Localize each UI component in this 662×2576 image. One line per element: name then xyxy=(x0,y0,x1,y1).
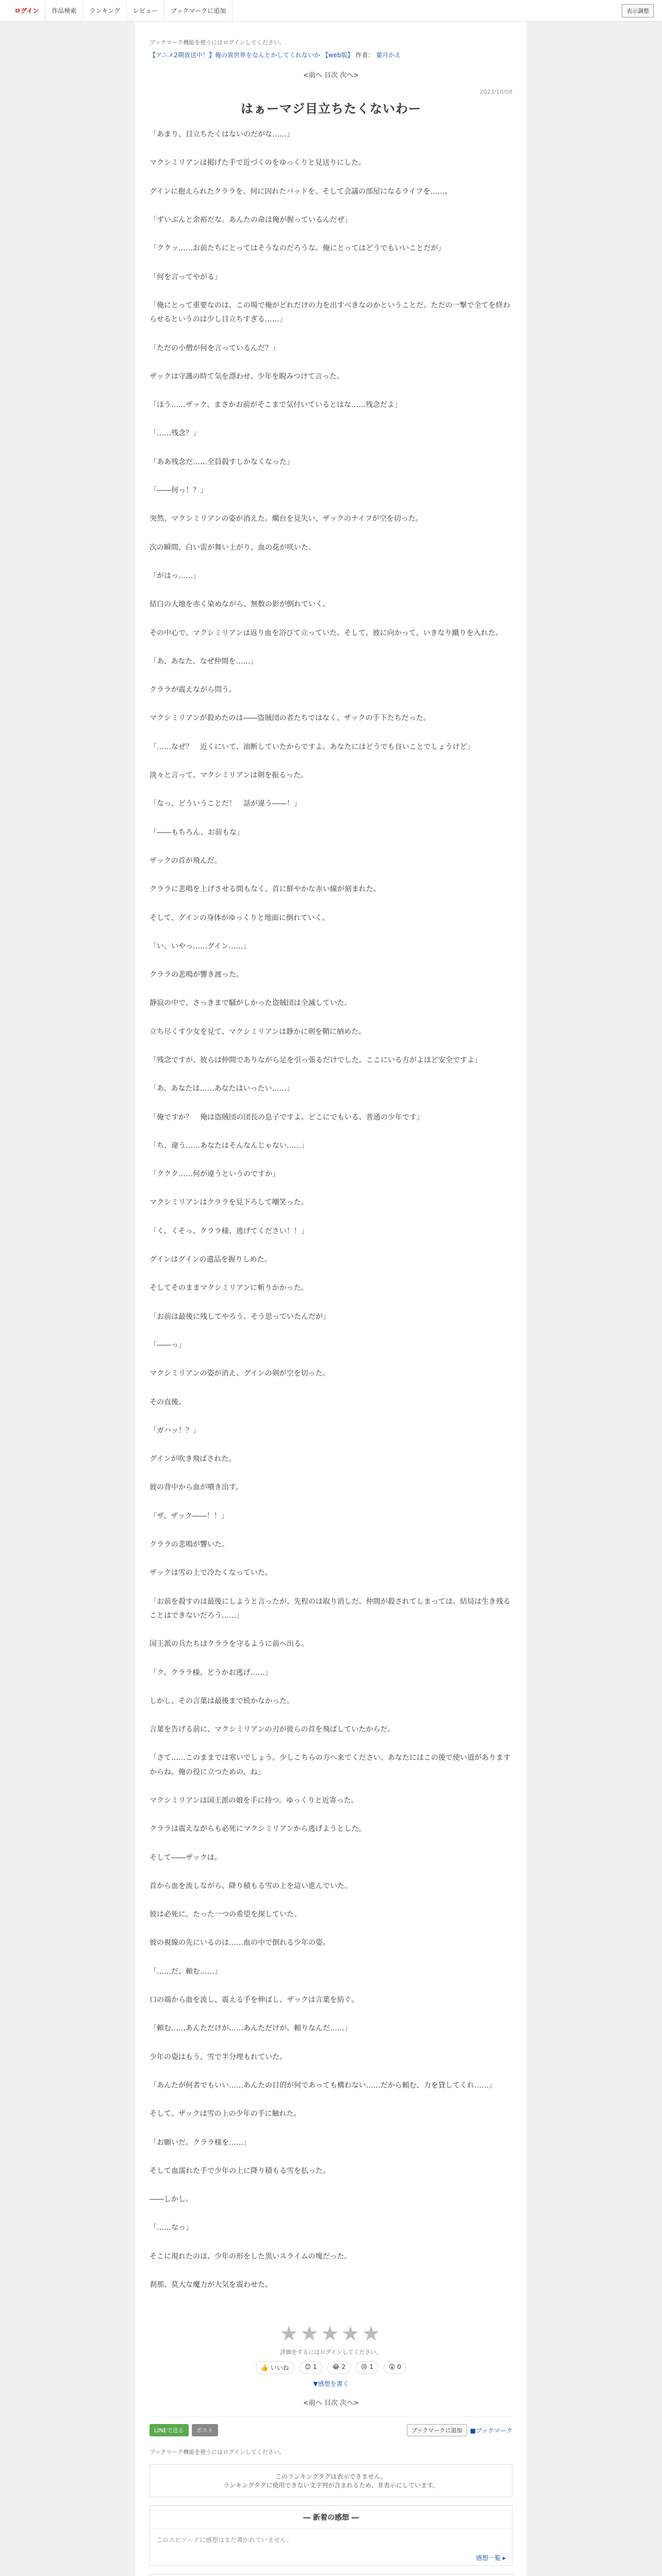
bookmark-login-notice: ブックマーク機能を使うにはログインしてください。 xyxy=(150,39,285,46)
body-paragraph: 「ほう……ザック、まさかお前がそこまで気付いているとはな……残念だよ」 xyxy=(150,401,402,410)
author-label: 作者： xyxy=(355,52,374,59)
body-paragraph: 「俺ですか？ 俺は盗賊団の団長の息子ですよ。どこにでもいる、普通の少年です」 xyxy=(150,1113,424,1122)
body-paragraph: クララが震えながら問う。 xyxy=(150,686,236,694)
paragraph-gap xyxy=(150,612,512,626)
share-action-bar xyxy=(150,2416,512,2444)
body-paragraph: 「さて……このままでは寒いでしょう。少しこちらの方へ来てください。あなたにはこの後で使い道がありますからね。俺の役に立つための、ね」 xyxy=(150,1754,510,1776)
body-paragraph: そこに現れたのは、少年の形をした黒いスライムの塊だった。 xyxy=(150,2252,352,2261)
add-bookmark-button[interactable]: ブックマークに追加 xyxy=(407,2424,467,2436)
reaction-button[interactable]: 👍 いいね xyxy=(256,2361,294,2374)
paragraph-gap xyxy=(150,2150,512,2164)
body-paragraph: 「お願いだ。クララ様を……」 xyxy=(150,2138,251,2147)
paragraph-gap xyxy=(150,1623,512,1637)
body-paragraph: 言葉を告げる前に、マクシミリアンの刃が彼らの首を飛ばしていたからだ。 xyxy=(150,1725,395,1734)
paragraph-gap xyxy=(150,1381,512,1396)
body-paragraph: そして、ザックは雪の上の少年の手に触れた。 xyxy=(150,2110,301,2119)
paragraph-gap xyxy=(150,783,512,797)
body-paragraph: 「……残念？」 xyxy=(150,429,200,438)
body-paragraph: 次の瞬間、白い雷が舞い上がり、血の花が咲いた。 xyxy=(150,543,316,552)
paragraph-gap xyxy=(150,2093,512,2107)
body-paragraph: そして――ザックは。 xyxy=(150,1853,222,1862)
body-paragraph: 突然、マクシミリアンの姿が消えた。燭台を見失い、ザックのナイフが空を切った。 xyxy=(150,515,423,523)
paragraph-gap xyxy=(150,171,512,185)
bookmark-login-notice-bottom: ブックマーク機能を使うにはログインしてください。 xyxy=(150,2449,285,2456)
body-paragraph: ザックは守護の時て気を漂わせ、少年を睨みつけて言った。 xyxy=(150,372,344,381)
paragraph-gap xyxy=(150,868,512,883)
body-paragraph: 「ククク……何が違うというのですか」 xyxy=(150,1170,279,1179)
body-paragraph: グインはグインの遺品を握りしめた。 xyxy=(150,1256,272,1264)
new-reviews-body: このエピソードに感想はまだ書かれていません。 xyxy=(150,2529,512,2550)
body-paragraph: 刹那、莫大な魔力が大気を震わせた。 xyxy=(150,2281,272,2290)
paragraph-gap xyxy=(150,2292,512,2307)
body-paragraph: 口の端から血を流し、震える手を伸ばし、ザックは言葉を紡ぐ。 xyxy=(150,1996,359,2005)
paragraph-gap xyxy=(150,1708,512,1723)
paragraph-gap xyxy=(150,142,512,156)
body-paragraph: ――しかし。 xyxy=(150,2195,193,2204)
body-paragraph: ザックは雪の上で冷たくなっていた。 xyxy=(150,1569,272,1578)
body-paragraph: 「がはっ……」 xyxy=(150,571,200,580)
body-paragraph: マクシミリアンは掲げた手で近づくのをゆっくりと見送りにした。 xyxy=(150,159,366,167)
body-paragraph: 「あ、あなたは……あなたはいったい……」 xyxy=(150,1084,294,1093)
body-paragraph: 結白の大地を赤く染めながら、無数の影が倒れていく。 xyxy=(150,600,330,609)
body-paragraph: 「――もちろん、お前もな」 xyxy=(150,828,244,837)
body-paragraph: クララは震えながらも必死にマクシミリアンから逃げようとした。 xyxy=(150,1825,366,1834)
body-paragraph: 「俺にとって重要なのは、この場で俺がどれだけの力を出すべきなのかということだ。ただの一撃で全てを終わらせるというのは少し目立ちすぎる……」 xyxy=(150,301,510,324)
paragraph-gap xyxy=(150,1495,512,1510)
body-paragraph: 「ククッ……お前たちにとってはそうなのだろうな。俺にとってはどうでもいいことだが」 xyxy=(150,244,445,253)
paragraph-gap xyxy=(150,1737,512,1751)
body-paragraph: 彼の背中から血が噴き出す。 xyxy=(150,1483,243,1492)
paragraph-gap xyxy=(150,1410,512,1424)
body-paragraph: グインが吹き飛ばされた。 xyxy=(150,1455,236,1464)
paragraph-gap xyxy=(150,1267,512,1281)
paragraph-gap xyxy=(150,1239,512,1253)
paragraph-gap xyxy=(150,2036,512,2050)
paragraph-gap xyxy=(150,811,512,826)
paragraph-gap xyxy=(150,754,512,769)
body-paragraph: グインに抱えられたクララを、何に囚れたバッドを、そして会議の部屋になるライフを……。 xyxy=(150,187,452,196)
body-paragraph: 「ただの小僧が何を言っているんだ？」 xyxy=(150,344,279,352)
body-paragraph: 「ずいぶんと余裕だな。あんたの命は俺が握っているんだぜ」 xyxy=(150,216,352,225)
paragraph-gap xyxy=(150,327,512,342)
paragraph-gap xyxy=(150,2235,512,2250)
chapter-pager-bottom[interactable]: <前へ 目次 次へ> xyxy=(303,2399,359,2408)
paragraph-gap xyxy=(150,355,512,370)
paragraph-gap xyxy=(150,840,512,854)
paragraph-gap xyxy=(150,1808,512,1822)
paragraph-gap xyxy=(150,384,512,398)
paragraph-gap xyxy=(150,555,512,569)
chapter-pager-top[interactable]: <前へ 目次 次へ> xyxy=(303,72,359,80)
paragraph-gap xyxy=(150,954,512,968)
episode-title: はぁーマジ目立ちたくないわー xyxy=(241,101,421,116)
body-paragraph: 「……だ、頼む……」 xyxy=(150,1967,222,1976)
body-paragraph: ザックの首が飛んだ。 xyxy=(150,856,222,865)
novel-body xyxy=(150,128,512,2307)
paragraph-gap xyxy=(150,1067,512,1082)
body-paragraph: 「あまり、目立ちたくはないのだがな……」 xyxy=(150,130,294,139)
body-paragraph: マクシミリアンが殺めたのは――盗賊団の者たちではなく、ザックの手下たちだった。 xyxy=(150,714,431,723)
body-paragraph: マクシミリアンの姿が消え、グインの剣が空を切った。 xyxy=(150,1369,330,1378)
paragraph-gap xyxy=(150,1438,512,1452)
ranking-line-2: ランキングタグに使用できない文字列が含まれるため、非表示にしています。 xyxy=(223,2482,439,2489)
ranking-line-1: このランキングタグは表示できません。 xyxy=(275,2473,387,2481)
rating-login-note: 評価をするにはログインしてください。 xyxy=(280,2349,382,2356)
post-date: 2023/10/08 xyxy=(479,89,512,96)
body-paragraph: 「ザ、ザック――！！」 xyxy=(150,1512,228,1520)
body-paragraph: クララの悲鳴が響き渡った。 xyxy=(150,971,243,979)
reaction-button[interactable]: 😮 0 xyxy=(384,2361,406,2374)
line-share-button[interactable]: LINEで送る xyxy=(150,2424,189,2436)
body-paragraph: 国王派の兵たちはクララを守るように前へ出る。 xyxy=(150,1640,308,1649)
paragraph-gap xyxy=(150,1893,512,1908)
body-paragraph: 「い、いやっ……グイン……」 xyxy=(150,942,251,951)
body-paragraph: 彼は必死に、たった一つの希望を探していた。 xyxy=(150,1910,301,1919)
ranking-tag-box xyxy=(150,2464,512,2497)
body-paragraph: 「く、くそっ、クララ様、逃げてください！！」 xyxy=(150,1227,308,1235)
body-paragraph: 静寂の中で、さっきまで騒がしかった盗賊団は全滅していた。 xyxy=(150,999,352,1008)
paragraph-gap xyxy=(150,2264,512,2278)
paragraph-gap xyxy=(150,726,512,740)
paragraph-gap xyxy=(150,1210,512,1225)
reaction-button[interactable]: 😂 2 xyxy=(327,2361,351,2374)
paragraph-gap xyxy=(150,1466,512,1481)
review-link[interactable]: レビュー xyxy=(127,0,164,22)
body-paragraph: マクシミリアンはクララを見下ろして嘲笑った。 xyxy=(150,1198,308,1207)
paragraph-gap xyxy=(150,1581,512,1595)
paragraph-gap xyxy=(150,1324,512,1338)
rating-section xyxy=(150,2322,512,2388)
paragraph-gap xyxy=(150,1552,512,1566)
new-reviews-heading: ― 新着の感想 ― xyxy=(303,2514,359,2522)
body-paragraph: 「お前を殺すのは最後にしようと言ったが、先程のは取り消しだ。仲間が殺されてしまっては、結局は生き残ることはできないだろう……」 xyxy=(150,1597,510,1620)
body-paragraph: その中心で、マクシミリアンは返り血を浴びて立っていた。そして、彼に向かって、いきなり蹴りを入れた。 xyxy=(150,629,503,637)
paragraph-gap xyxy=(150,897,512,911)
paragraph-gap xyxy=(150,2178,512,2193)
paragraph-gap xyxy=(150,1837,512,1851)
paragraph-gap xyxy=(150,1125,512,1139)
body-paragraph: 「――っ」 xyxy=(150,1341,186,1349)
body-paragraph: クララの悲鳴が響いた。 xyxy=(150,1540,229,1549)
bookmark-link[interactable]: ■ブックマーク xyxy=(470,2427,512,2434)
login-link[interactable]: ログイン xyxy=(8,0,45,22)
add-bookmark-link[interactable]: ブックマークに追加 xyxy=(164,0,233,22)
paragraph-gap xyxy=(150,1652,512,1666)
body-paragraph: 「なっ、どういうことだ！ 話が違う――！」 xyxy=(150,800,301,808)
paragraph-gap xyxy=(150,469,512,484)
body-paragraph: 「……なぜ？ 近くにいて、油断していたからですよ。あなたにはどうでも良いことでしょうけど」 xyxy=(150,742,474,751)
body-paragraph: そして血濡れた手で少年の上に降り積もる雪を払った。 xyxy=(150,2166,330,2175)
body-paragraph: 「頼む……あんただけが……あんただけが、頼りなんだ……」 xyxy=(150,2024,352,2033)
review-list-link[interactable]: 感想一覧 ▸ xyxy=(476,2554,506,2562)
paragraph-gap xyxy=(150,1523,512,1538)
paragraph-gap xyxy=(150,1352,512,1367)
works-search-link[interactable]: 作品検索 xyxy=(45,0,83,22)
new-reviews-box xyxy=(150,2505,512,2566)
paragraph-gap xyxy=(150,1039,512,1054)
paragraph-gap xyxy=(150,1680,512,1694)
paragraph-gap xyxy=(150,256,512,270)
paragraph-gap xyxy=(150,1951,512,1965)
body-paragraph: 「ち、違う……あなたはそんなんじゃない……」 xyxy=(150,1141,308,1150)
paragraph-gap xyxy=(150,2122,512,2136)
paragraph-gap xyxy=(150,2064,512,2079)
paragraph-gap xyxy=(150,441,512,455)
body-paragraph: そして、グインの身体がゆっくりと地面に倒れていく。 xyxy=(150,913,329,922)
paragraph-gap xyxy=(150,527,512,541)
paragraph-gap xyxy=(150,1181,512,1196)
top-navigation xyxy=(0,0,662,22)
post-share-button[interactable]: ポスト xyxy=(192,2424,218,2436)
paragraph-gap xyxy=(150,498,512,512)
body-paragraph: 「残念ですが、彼らは仲間でありながら足を引っ張るだけでした。ここにいる方がよほど安全ですよ」 xyxy=(150,1056,482,1064)
paragraph-gap xyxy=(150,1865,512,1879)
reaction-button[interactable]: 😢 1 xyxy=(356,2361,378,2374)
body-paragraph: 「ああ残念だ……全員殺すしかなくなった」 xyxy=(150,457,294,466)
reaction-button[interactable]: 😊 1 xyxy=(300,2361,322,2374)
body-paragraph: クララに悲鳴を上げさせる間もなく、首に鮮やかな赤い線が刻まれた。 xyxy=(150,885,380,894)
paragraph-gap xyxy=(150,1011,512,1025)
body-paragraph: 「ク、クララ様、どうかお逃げ……」 xyxy=(150,1668,272,1677)
body-paragraph: 彼の視線の先にいるのは……血の中で倒れる少年の姿。 xyxy=(150,1939,330,1947)
series-title-link[interactable]: 【アニメ2期放送中！】俺の異世界をなんとかしてくれないか 【web版】 xyxy=(150,52,354,59)
paragraph-gap xyxy=(150,640,512,655)
series-info xyxy=(150,50,512,60)
body-paragraph: そしてそのままマクシミリアンに斬りかかった。 xyxy=(150,1284,308,1293)
body-paragraph: 「あんたが何者でもいい……あんたの目的が何であっても構わない……だから頼む、力を貸してくれ……」 xyxy=(150,2081,496,2090)
body-paragraph: 立ち尽くす少女を見て、マクシミリアンは静かに剣を鞘に納めた。 xyxy=(150,1027,366,1036)
novel-container xyxy=(135,22,527,2576)
body-paragraph: しかし、その言葉は最後まで続かなかった。 xyxy=(150,1697,294,1705)
body-paragraph: 「あ、あなた、なぜ仲間を……」 xyxy=(150,657,258,666)
paragraph-gap xyxy=(150,227,512,242)
paragraph-gap xyxy=(150,2207,512,2221)
paragraph-gap xyxy=(150,583,512,598)
paragraph-gap xyxy=(150,284,512,299)
nav-links xyxy=(8,0,233,22)
reaction-buttons xyxy=(150,2361,512,2374)
paragraph-gap xyxy=(150,1979,512,1993)
body-paragraph: 首から血を流しながら、降り積もる雪の上を這い進んでいた。 xyxy=(150,1882,352,1890)
paragraph-gap xyxy=(150,2007,512,2022)
write-review-link[interactable]: ▼感想を書く xyxy=(313,2380,349,2388)
body-paragraph: その直後。 xyxy=(150,1398,186,1406)
star-rating[interactable]: ★★★★★ xyxy=(279,2322,383,2346)
body-paragraph: マクシミリアンは国王派の娘を手に持つ。ゆっくりと近寄った。 xyxy=(150,1797,358,1805)
ranking-link[interactable]: ランキング xyxy=(83,0,127,22)
paragraph-gap xyxy=(150,1780,512,1794)
paragraph-gap xyxy=(150,982,512,996)
paragraph-gap xyxy=(150,1922,512,1936)
author-link[interactable]: 葉月かえ xyxy=(376,52,401,59)
paragraph-gap xyxy=(150,1153,512,1167)
review-login-message xyxy=(150,2574,512,2576)
body-paragraph: 「……なっ」 xyxy=(150,2224,193,2232)
body-paragraph: 「何を言ってやがる」 xyxy=(150,273,222,281)
paragraph-gap xyxy=(150,697,512,711)
body-paragraph: 「お前は最後に残してやろう。そう思っていたんだが」 xyxy=(150,1312,330,1321)
paragraph-gap xyxy=(150,925,512,940)
paragraph-gap xyxy=(150,669,512,683)
body-paragraph: 「――何っ！？」 xyxy=(150,486,207,495)
body-paragraph: 淡々と言って、マクシミリアンは剣を振るった。 xyxy=(150,771,308,780)
display-settings-button[interactable]: 表示調整 xyxy=(622,4,654,18)
body-paragraph: 「ガハッ！？」 xyxy=(150,1426,200,1435)
paragraph-gap xyxy=(150,412,512,427)
body-paragraph: 少年の姿はもう、雪で半分埋もれていた。 xyxy=(150,2053,287,2061)
paragraph-gap xyxy=(150,1296,512,1310)
paragraph-gap xyxy=(150,1096,512,1111)
paragraph-gap xyxy=(150,199,512,213)
